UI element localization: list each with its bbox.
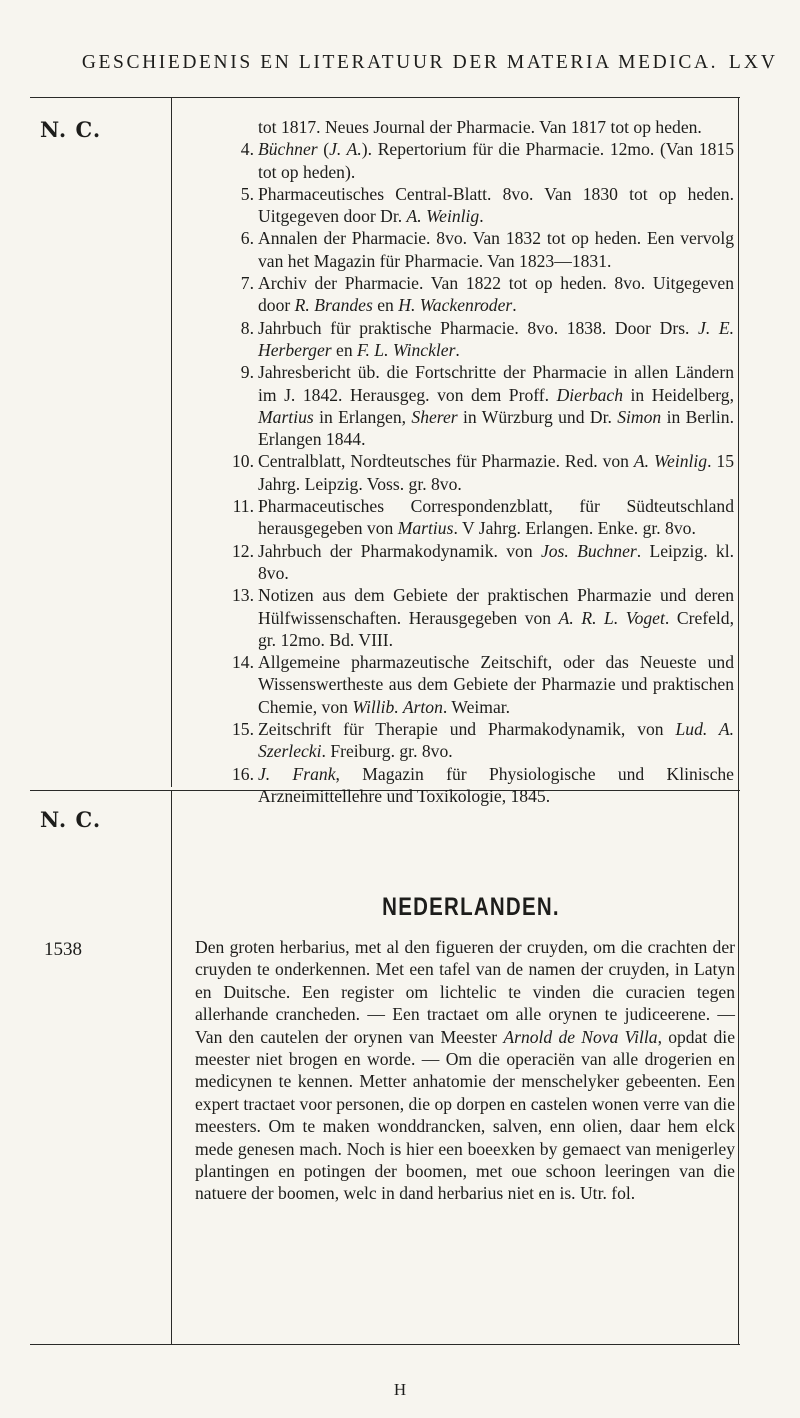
list-item <box>178 495 734 540</box>
entry-text-run: . Crefeld, gr. 12mo. Bd. VIII. <box>258 607 734 650</box>
entry-text-run: , Magazin für Physiologische und Klinische Arzneimittellehre und Toxikologie, 1845. <box>258 763 734 806</box>
herbarius-entry <box>195 936 735 1205</box>
entry-number: 13. <box>232 585 254 606</box>
list-item <box>178 116 734 138</box>
upper-column-label: N. C. <box>40 117 102 142</box>
entry-text-run: Archiv der Pharmacie. Van 1822 tot op heden. 8vo. Uitgegeven door <box>258 273 734 316</box>
list-item <box>178 361 734 450</box>
signature-mark: H <box>393 1380 407 1399</box>
entry-number: 6. <box>240 228 254 249</box>
entry-number: 9. <box>240 362 254 383</box>
entry-text-run: en <box>331 339 358 360</box>
entry-text-run: Jahrbuch für praktische Pharmacie. 8vo. 1838. Door Drs. <box>258 317 699 338</box>
author-name: J. E. Herberger <box>258 317 734 360</box>
table-bottom-rule <box>30 1344 740 1345</box>
entry-text <box>258 718 734 763</box>
entry-text-run: Den groten herbarius, met al den figueren der cruyden, om die crachten der cruyden te onderkennen. Met een tafel van de namen der cruyden, in Latyn en Duitsche. Een register om lichtelic te vinden die curacien tegen allerhande crancheden. — Een tractaet om alle orynen te judiceerene. — Van den cautelen der orynen van Meester <box>195 937 735 1047</box>
entry-number: 7. <box>240 273 254 294</box>
entry-text <box>258 227 734 272</box>
entry-text-run: in Berlin. Erlangen 1844. <box>258 406 734 450</box>
list-item <box>178 272 734 317</box>
entry-text-run: ). Repertorium für die Pharmacie. 12mo. (Van 1815 tot op heden). <box>258 139 734 182</box>
entry-number: 11. <box>232 496 254 517</box>
entry-number: 10. <box>232 451 254 472</box>
entry-text <box>258 450 734 495</box>
author-name: Simon <box>617 406 662 427</box>
author-name: F. L. Winckler <box>357 339 456 360</box>
entry-text-run: in Erlangen, <box>313 406 412 427</box>
author-name: Martius <box>397 518 454 539</box>
entry-text-run: . 15 Jahrg. Leipzig. Voss. gr. 8vo. <box>258 451 734 494</box>
entry-number: 12. <box>232 540 254 561</box>
entry-text-run: . <box>512 295 517 316</box>
author-name: J. Frank <box>258 763 336 784</box>
entry-text-run: en <box>372 295 399 316</box>
list-item <box>178 138 734 183</box>
table-top-rule <box>30 97 740 98</box>
running-title: GESCHIEDENIS EN LITERATUUR DER MATERIA MEDICA. <box>81 52 719 73</box>
entry-text <box>258 317 734 362</box>
list-item <box>178 584 734 651</box>
entry-text-run: Pharmaceutisches Central-Blatt. 8vo. Van 1830 tot op heden. Uitgegeven door Dr. <box>258 183 734 227</box>
entry-text-run: , opdat die meester niet brogen en worde. — Om die operaciën van alle drogerien en medicynen te kennen. Metter anhatomie der menschelyker gebeenten. Een expert tractaet voor personen, die op dorpen en castelen wonen verre van die meesters. Om te maken wonddrancken, salven, enn olien, daar hem elck mede genesen mach. Noch is hier een boeexken by gemaect van menigerley plantingen en potingen der boomen, met oue schoon leeringen van die natuere der boomen, welc in dand herbarius niet en is. Utr. fol. <box>195 1026 735 1204</box>
entry-text-run: in Heidelberg, <box>623 384 734 405</box>
entry-text <box>258 540 734 585</box>
author-name: Dierbach <box>556 384 624 405</box>
entry-text-run: . <box>479 206 484 227</box>
entry-text <box>258 138 734 183</box>
entry-text-run: . Weimar. <box>442 696 511 717</box>
page-number: LXV <box>728 52 778 73</box>
author-name: A. Weinlig <box>406 206 480 227</box>
entry-text-run: Allgemeine pharmazeutische Zeitschift, oder das Neueste und Wissenswertheste aus dem Gebiete der Pharmazie und praktischen Chemie, von <box>258 652 734 717</box>
section-heading: NEDERLANDEN. <box>382 893 560 921</box>
list-item <box>178 763 734 808</box>
entry-number: 15. <box>232 719 254 740</box>
entry-text-run: Zeitschrift für Therapie und Pharmakodynamik, von <box>258 719 676 740</box>
entry-text <box>258 272 734 317</box>
entry-text <box>258 651 734 718</box>
list-item <box>178 227 734 272</box>
entry-text-run: . Freiburg. gr. 8vo. <box>321 741 453 762</box>
list-item <box>178 450 734 495</box>
list-item <box>178 317 734 362</box>
author-name: A. R. L. Voget <box>558 607 665 628</box>
entry-year: 1538 <box>44 939 82 960</box>
author-name: Willib. Arton <box>352 696 443 717</box>
entry-text-run: Centralblatt, Nordteutsches für Pharmazie. Red. von <box>258 451 634 472</box>
entry-number: 8. <box>240 317 254 338</box>
author-name: Büchner <box>258 139 318 160</box>
entry-text-run: in Würzburg und Dr. <box>457 406 618 427</box>
entry-number: 4. <box>240 139 254 160</box>
entry-text <box>258 183 734 228</box>
table-right-rule <box>738 97 739 1344</box>
entry-text-run: Jahresbericht üb. die Fortschritte der Pharmacie in allen Ländern im J. 1842. Herausgeg. von dem Proff. <box>258 362 734 405</box>
entry-number: 14. <box>232 652 254 673</box>
entry-text-run: Notizen aus dem Gebiete der praktischen Pharmazie und deren Hülfwissenschaften. Herausgegeben von <box>258 585 734 628</box>
author-name: Jos. Buchner <box>540 540 637 561</box>
entry-text <box>258 584 734 651</box>
author-name: Martius <box>258 406 314 427</box>
entry-text-run: . <box>455 339 460 360</box>
entry-text-run: Pharmaceutisches Correspondenzblatt, für Südteutschland herausgegeben von <box>258 496 734 539</box>
entry-text <box>258 361 734 450</box>
column-divider-upper <box>171 97 172 787</box>
author-name: Arnold de Nova Villa <box>503 1026 658 1047</box>
list-item <box>178 540 734 585</box>
author-name: R. Brandes <box>294 295 373 316</box>
list-item <box>178 718 734 763</box>
entry-number: 16. <box>232 763 254 784</box>
author-name: A. Weinlig <box>633 451 708 472</box>
running-head <box>0 52 800 74</box>
author-name: J. A. <box>329 139 362 160</box>
entry-text <box>258 763 734 808</box>
author-name: Sherer <box>411 406 458 427</box>
list-item <box>178 183 734 228</box>
entry-text-run: ( <box>317 139 330 160</box>
list-item <box>178 651 734 718</box>
entry-text-run: tot 1817. Neues Journal der Pharmacie. Van 1817 tot op heden. <box>258 117 702 137</box>
entry-text-run: Annalen der Pharmacie. 8vo. Van 1832 tot op heden. Een vervolg van het Magazin für Pharmacie. Van 1823—1831. <box>258 228 734 271</box>
author-name: H. Wackenroder <box>398 295 513 316</box>
entry-text-run: . Leipzig. kl. 8vo. <box>258 540 734 583</box>
entry-text <box>258 495 734 540</box>
entry-number: 5. <box>240 183 254 204</box>
lower-column-label: N. C. <box>40 807 102 832</box>
periodicals-list <box>178 116 734 807</box>
entry-text-run: . V Jahrg. Erlangen. Enke. gr. 8vo. <box>453 518 696 539</box>
author-name: Lud. A. Szerlecki <box>258 719 734 762</box>
column-divider-lower <box>171 790 172 1344</box>
entry-text <box>258 116 734 138</box>
entry-text-run: Jahrbuch der Pharmakodynamik. von <box>258 540 541 561</box>
